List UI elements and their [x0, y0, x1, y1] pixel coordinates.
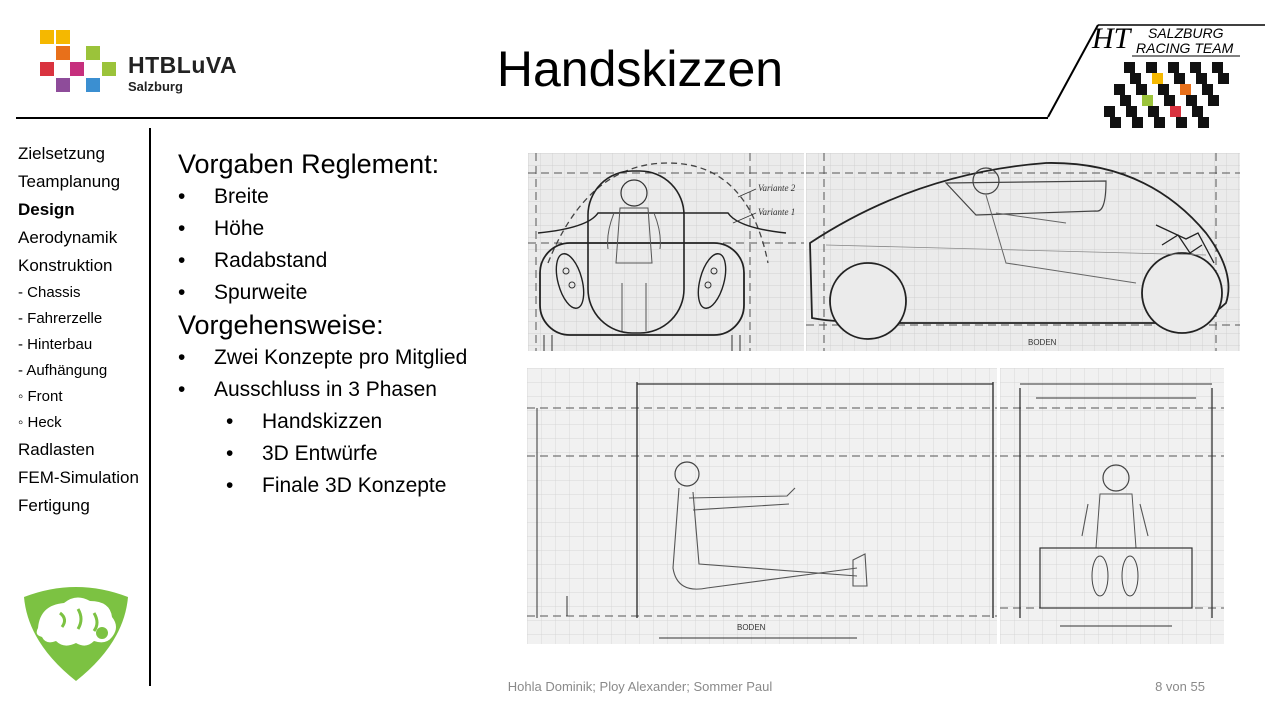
list-item: • Höhe	[178, 213, 528, 245]
logo-square	[40, 30, 54, 44]
list-item: • Handskizzen	[178, 406, 528, 438]
phases-list	[178, 406, 528, 502]
sidebar-item-aufhaengung[interactable]: - Aufhängung	[18, 362, 108, 379]
procedure-list	[178, 342, 528, 406]
variant2-label: Variante 2	[758, 183, 796, 193]
team-logo-line1: SALZBURG	[1148, 25, 1224, 41]
sidebar-item-fem-simulation[interactable]: FEM-Simulation	[18, 468, 139, 487]
logo-square	[70, 62, 84, 76]
heading-regulations: Vorgaben Reglement:	[178, 149, 440, 179]
list-item: • Finale 3D Konzepte	[178, 470, 528, 502]
variant1-label: Variante 1	[758, 207, 796, 217]
sidebar-item-teamplanung[interactable]: Teamplanung	[18, 172, 121, 191]
list-item: • Zwei Konzepte pro Mitglied	[178, 342, 528, 374]
list-item: • Spurweite	[178, 277, 528, 309]
brand-subtitle: Salzburg	[128, 79, 183, 94]
team-logo-mark: HT	[1092, 22, 1131, 55]
list-item: • Radabstand	[178, 245, 528, 277]
sketch-driver-side-dimensions	[527, 368, 997, 644]
page-number: 8 von 55	[1155, 679, 1205, 694]
header-divider	[16, 117, 1048, 119]
logo-square	[56, 78, 70, 92]
logo-square	[86, 46, 100, 60]
list-item: • 3D Entwürfe	[178, 438, 528, 470]
checkered-flag-icon	[1104, 62, 1229, 128]
sidebar-item-aerodynamik[interactable]: Aerodynamik	[18, 228, 118, 247]
sketch-driver-front-dimensions	[1000, 368, 1224, 644]
heading-procedure: Vorgehensweise:	[178, 310, 384, 340]
footer-authors: Hohla Dominik; Ploy Alexander; Sommer Paul	[507, 679, 773, 694]
regulations-list	[178, 181, 528, 309]
sidebar-item-front[interactable]: ◦ Front	[18, 388, 63, 405]
logo-square	[102, 62, 116, 76]
school-logo	[38, 28, 248, 96]
logo-square	[56, 46, 70, 60]
sidebar-nav	[18, 140, 153, 520]
sidebar-item-heck[interactable]: ◦ Heck	[18, 414, 62, 431]
racing-team-logo	[1040, 20, 1270, 130]
sidebar-item-zielsetzung[interactable]: Zielsetzung	[18, 144, 105, 163]
list-item: • Breite	[178, 181, 528, 213]
brand-name: HTBLuVA	[128, 52, 238, 78]
sidebar-item-fahrerzelle[interactable]: - Fahrerzelle	[18, 310, 103, 327]
sidebar-item-chassis[interactable]: - Chassis	[18, 284, 81, 301]
page-title: Handskizzen	[496, 41, 784, 97]
team-badge-logo	[20, 583, 132, 683]
sidebar-item-fertigung[interactable]: Fertigung	[18, 496, 90, 515]
logo-square	[56, 30, 70, 44]
sketch-front-view	[528, 153, 804, 351]
sidebar-item-radlasten[interactable]: Radlasten	[18, 440, 95, 459]
logo-square	[40, 62, 54, 76]
sidebar-item-hinterbau[interactable]: - Hinterbau	[18, 336, 93, 353]
bottom-floor-label: BODEN	[737, 623, 766, 632]
content-text	[178, 148, 528, 502]
sidebar-item-design[interactable]: Design	[18, 200, 75, 219]
logo-square	[86, 78, 100, 92]
team-logo-line2: RACING TEAM	[1136, 40, 1234, 56]
sidebar-item-konstruktion[interactable]: Konstruktion	[18, 256, 113, 275]
side-floor-label: BODEN	[1028, 338, 1057, 347]
sketch-side-view	[806, 153, 1240, 351]
list-item: • Ausschluss in 3 Phasen	[178, 374, 528, 406]
